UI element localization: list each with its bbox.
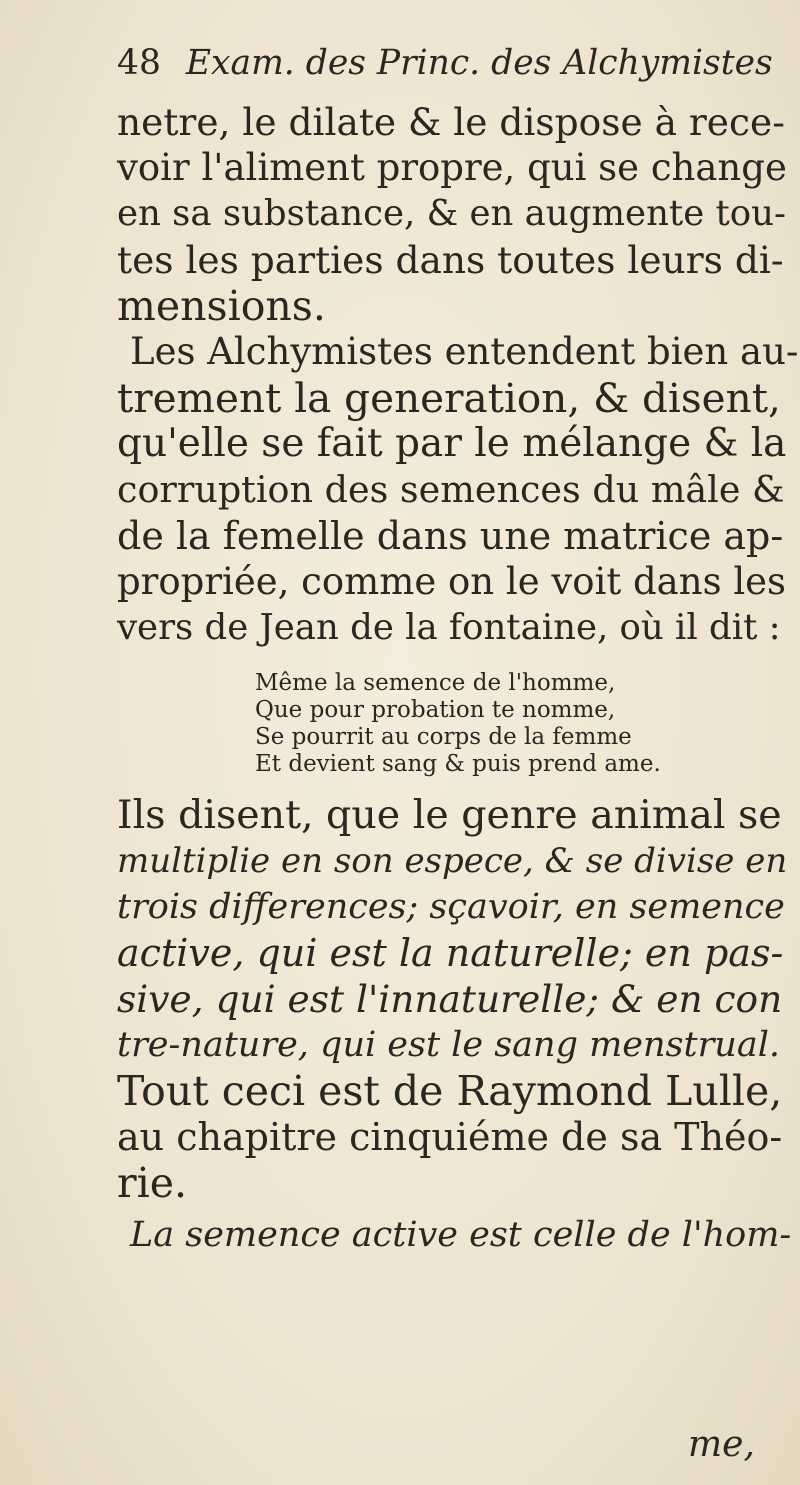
verse-line: Se pourrit au corps de la femme: [255, 724, 632, 750]
catchword: me,: [688, 1424, 755, 1465]
text-line: La semence active est celle de l'hom-: [130, 1215, 792, 1255]
text-line: en sa substance, & en augmente tou-: [117, 193, 786, 234]
text-line: vers de Jean de la fontaine, où il dit :: [117, 607, 781, 648]
text-line: qu'elle se fait par le mélange & la: [117, 421, 787, 466]
text-line: Les Alchymistes entendent bien au-: [130, 330, 799, 373]
verse-line: Même la semence de l'homme,: [255, 670, 616, 696]
text-line: de la femelle dans une matrice ap-: [117, 514, 784, 558]
text-line: Ils disent, que le genre animal se: [117, 792, 782, 838]
text-line: active, qui est la naturelle; en pas-: [117, 931, 784, 975]
text-line: Tout ceci est de Raymond Lulle,: [117, 1067, 783, 1115]
text-line: corruption des semences du mâle &: [117, 468, 785, 511]
text-line: voir l'aliment propre, qui se change: [117, 146, 787, 189]
running-title: Exam. des Princ. des Alchymistes: [185, 43, 773, 83]
page-header: [117, 38, 777, 88]
text-line: trement la generation, & disent,: [117, 374, 781, 422]
text-line: rie.: [117, 1159, 188, 1207]
text-line: sive, qui est l'innaturelle; & en con: [117, 977, 783, 1021]
text-line: trois differences; sçavoir, en semence: [117, 887, 785, 927]
text-line: tre-nature, qui est le sang menstrual.: [117, 1025, 781, 1065]
text-line: propriée, comme on le voit dans les: [117, 560, 787, 603]
verse-line: Que pour probation te nomme,: [255, 697, 616, 723]
text-line: mensions.: [117, 282, 326, 330]
text-line: au chapitre cinquiéme de sa Théo-: [117, 1115, 783, 1159]
text-line: multiplie en son espece, & se divise en: [117, 841, 788, 881]
text-line: netre, le dilate & le dispose à rece-: [117, 100, 785, 144]
verse-line: Et devient sang & puis prend ame.: [255, 751, 661, 777]
page-number: 48: [117, 43, 161, 83]
text-line: tes les parties dans toutes leurs di-: [117, 238, 784, 282]
